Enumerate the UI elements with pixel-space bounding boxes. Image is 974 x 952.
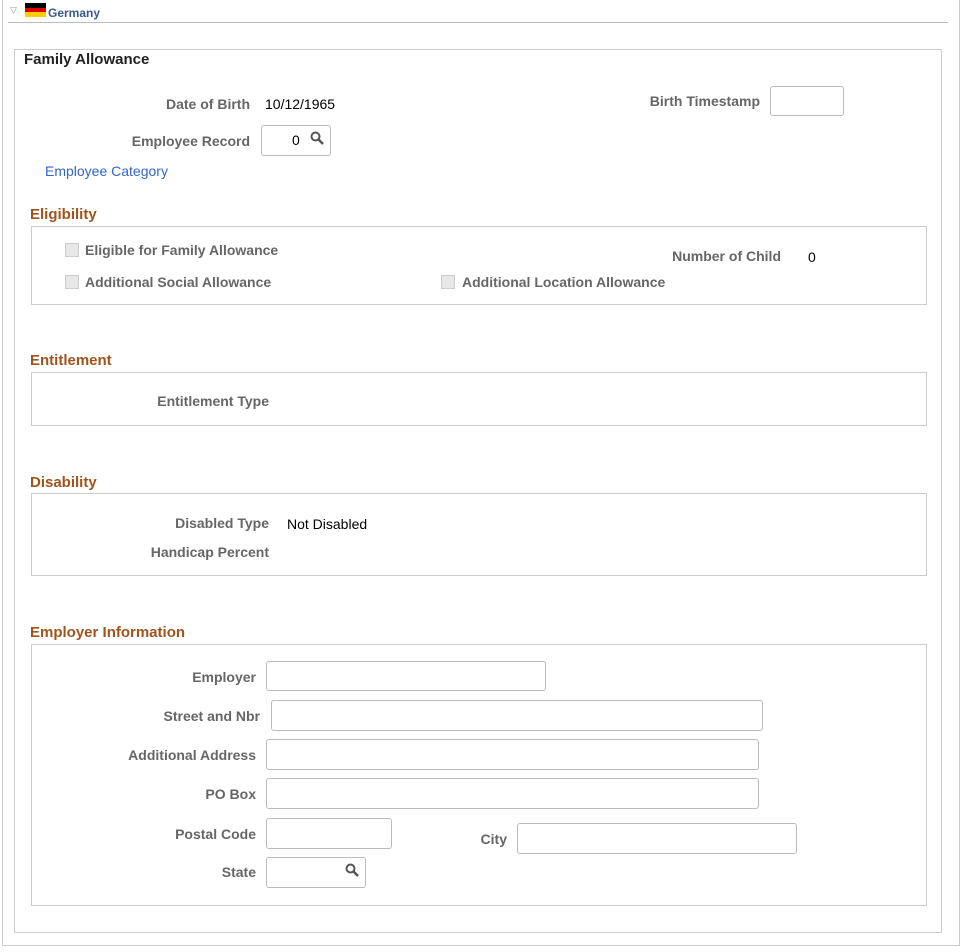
search-icon[interactable] [345, 863, 359, 877]
po-box-input[interactable] [266, 778, 759, 809]
number-of-child-value: 0 [808, 249, 816, 265]
postal-code-input[interactable] [266, 818, 392, 849]
city-label: City [480, 831, 507, 847]
city-input[interactable] [517, 823, 797, 854]
date-of-birth-value: 10/12/1965 [265, 96, 336, 112]
birth-timestamp-label: Birth Timestamp [649, 93, 760, 109]
divider [8, 22, 948, 23]
employee-record-value: 0 [292, 132, 300, 148]
disabled-type-label: Disabled Type [175, 515, 269, 531]
social-allowance-checkbox[interactable] [65, 275, 79, 289]
entitlement-heading: Entitlement [30, 352, 112, 369]
location-allowance-checkbox[interactable] [441, 275, 455, 289]
number-of-child-label: Number of Child [672, 248, 781, 264]
search-icon[interactable] [310, 131, 324, 145]
birth-timestamp-input[interactable] [770, 86, 844, 116]
eligible-checkbox[interactable] [65, 243, 79, 257]
date-of-birth-label: Date of Birth [166, 96, 250, 112]
disability-box [31, 493, 927, 576]
eligibility-box [31, 226, 927, 305]
disability-heading: Disability [30, 474, 97, 491]
location-allowance-label: Additional Location Allowance [462, 274, 666, 290]
state-input[interactable] [266, 857, 366, 888]
page-title: Family Allowance [24, 51, 150, 68]
collapse-triangle-icon[interactable]: ▽ [10, 5, 17, 15]
eligible-label: Eligible for Family Allowance [85, 242, 279, 258]
handicap-percent-label: Handicap Percent [150, 544, 269, 560]
germany-flag-icon [25, 3, 46, 17]
disabled-type-value: Not Disabled [287, 516, 368, 532]
employee-record-label: Employee Record [131, 133, 250, 149]
country-section-header[interactable]: Germany [48, 6, 101, 20]
entitlement-type-label: Entitlement Type [157, 393, 269, 409]
employee-category-link[interactable]: Employee Category [45, 163, 168, 179]
employee-record-input[interactable] [261, 125, 331, 156]
state-label: State [221, 864, 256, 880]
street-label: Street and Nbr [163, 708, 260, 724]
eligibility-heading: Eligibility [30, 206, 97, 223]
employer-heading: Employer Information [30, 624, 186, 641]
additional-address-label: Additional Address [128, 747, 256, 763]
employer-input[interactable] [266, 661, 546, 691]
street-input[interactable] [271, 700, 763, 731]
postal-code-label: Postal Code [175, 826, 256, 842]
additional-address-input[interactable] [266, 739, 759, 770]
employer-label: Employer [192, 669, 256, 685]
social-allowance-label: Additional Social Allowance [85, 274, 272, 290]
po-box-label: PO Box [205, 786, 256, 802]
